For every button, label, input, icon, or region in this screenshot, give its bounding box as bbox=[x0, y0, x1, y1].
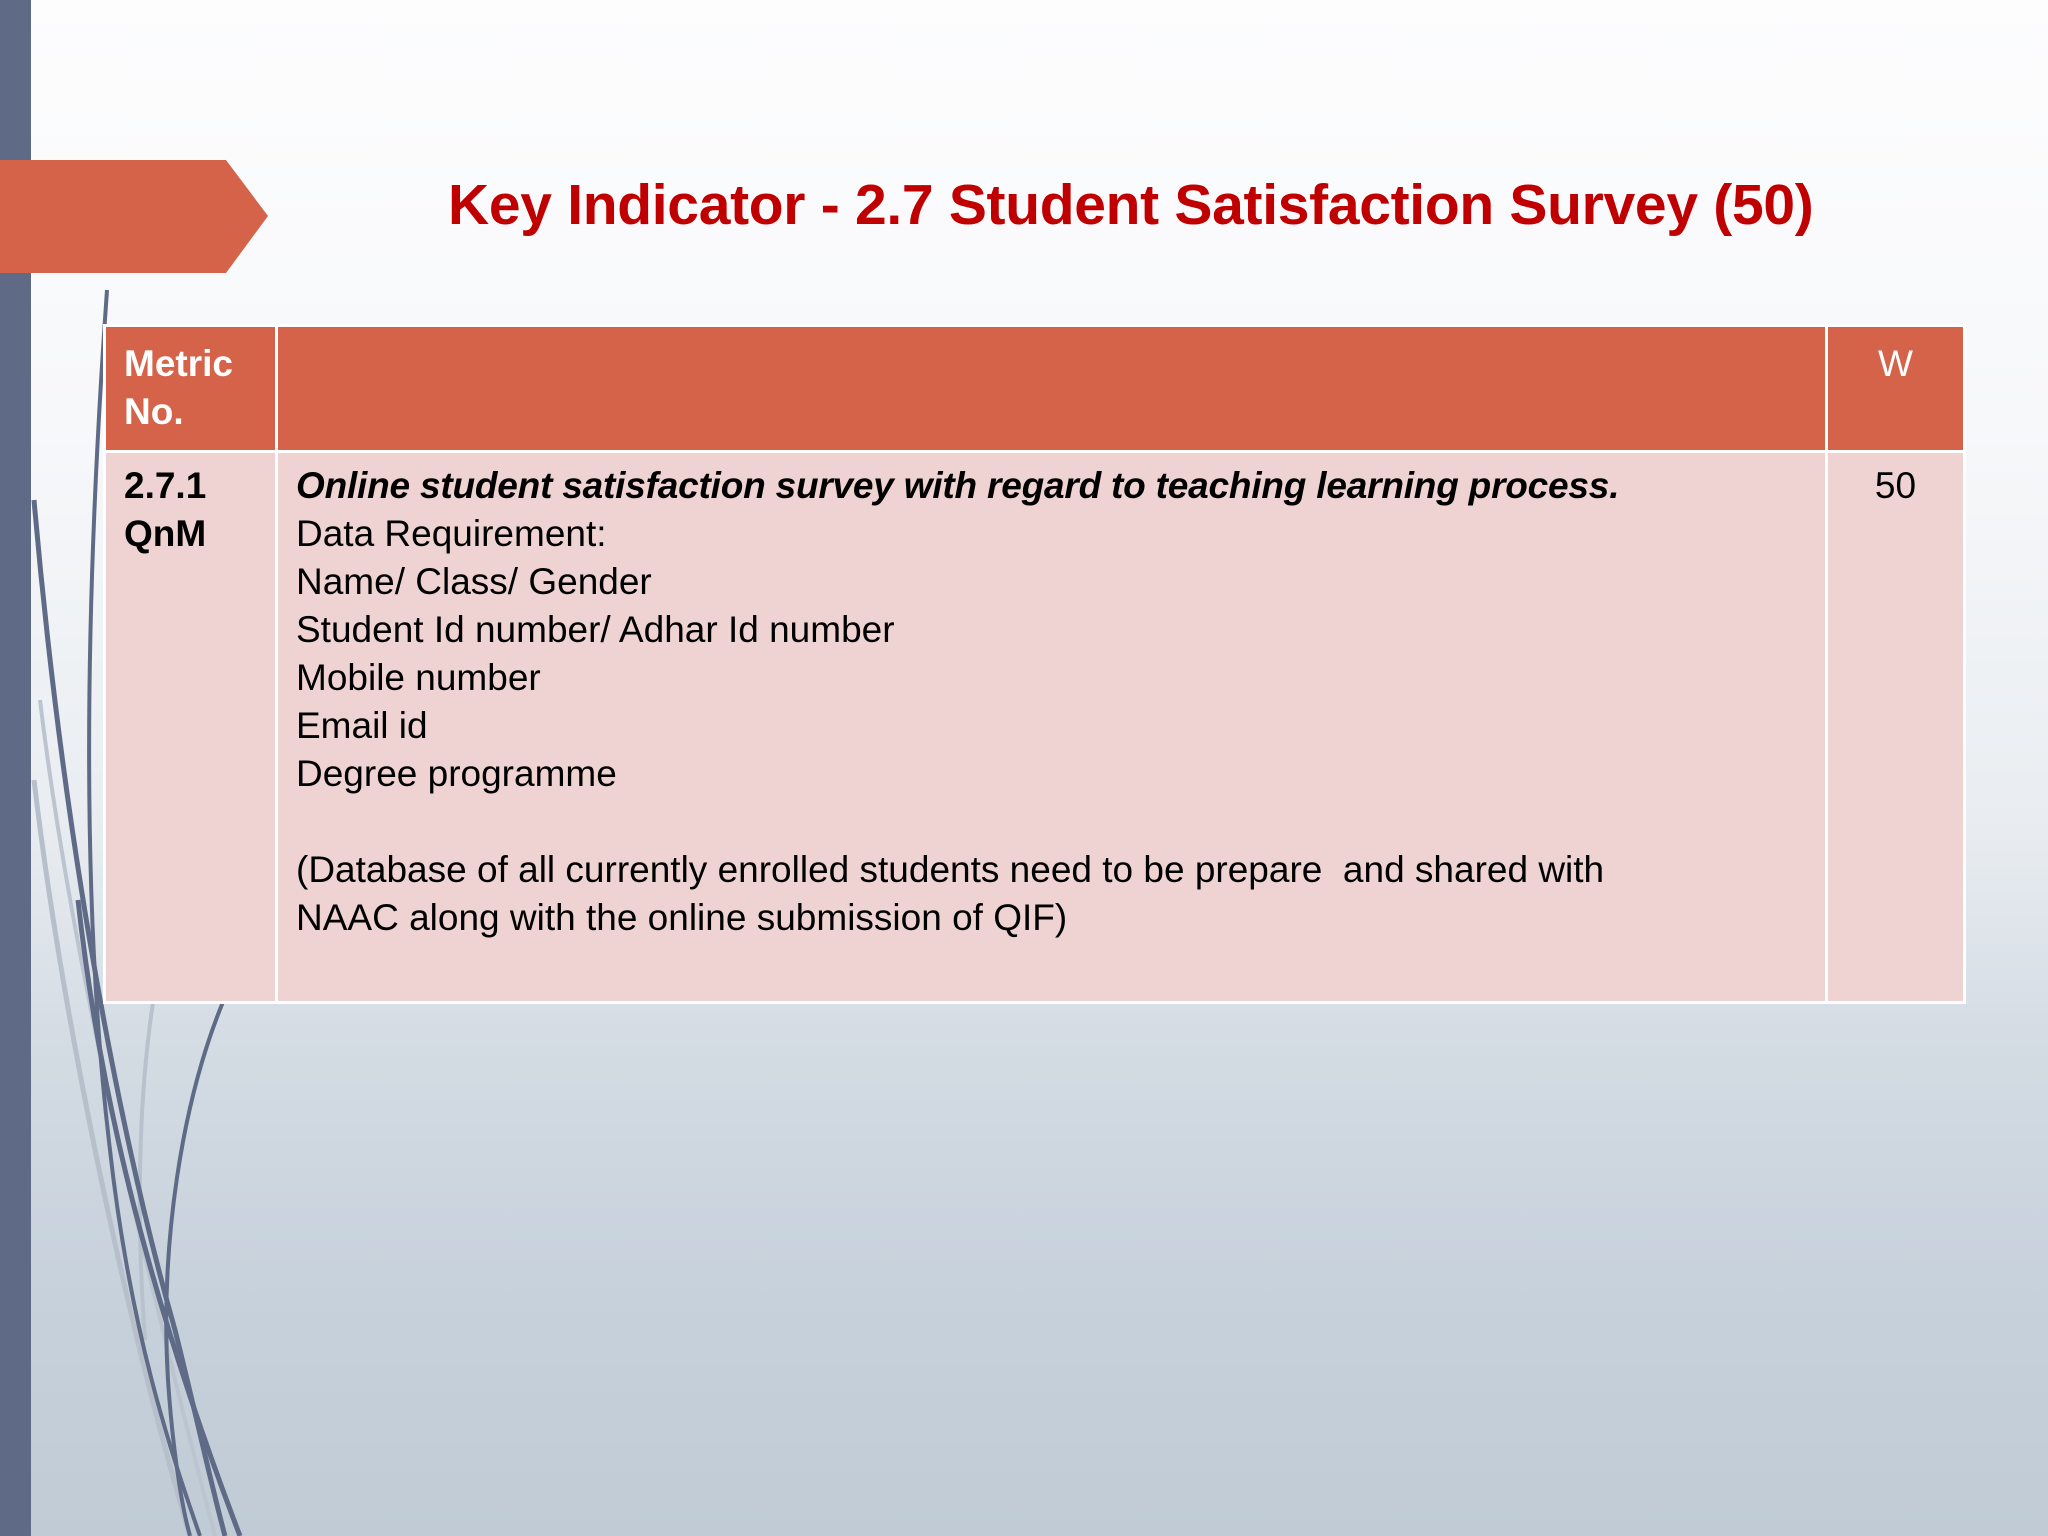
header-weight bbox=[1827, 326, 1965, 452]
table-header-row bbox=[105, 326, 1965, 452]
requirement-item: Name/ Class/ Gender bbox=[296, 561, 652, 602]
requirement-item: Student Id number/ Adhar Id number bbox=[296, 609, 895, 650]
header-metric-no bbox=[105, 326, 277, 452]
header-description bbox=[277, 326, 1827, 452]
spacer bbox=[296, 798, 1807, 846]
metric-type: QnM bbox=[124, 513, 207, 554]
header-weight-label: W bbox=[1878, 343, 1913, 384]
requirement-item: Email id bbox=[296, 705, 428, 746]
metric-number: 2.7.1 bbox=[124, 465, 207, 506]
title-arrow-banner bbox=[0, 160, 268, 273]
header-metric-label: Metric bbox=[124, 343, 233, 384]
requirement-item: Degree programme bbox=[296, 753, 617, 794]
database-note-line2: NAAC along with the online submission of QIF) bbox=[296, 897, 1068, 938]
metric-description-title: Online student satisfaction survey with regard to teaching learning process. bbox=[296, 465, 1620, 506]
slide-title: Key Indicator - 2.7 Student Satisfaction Survey (50) bbox=[448, 173, 1814, 237]
metric-table bbox=[103, 324, 1963, 1004]
metric-weight-cell bbox=[1827, 452, 1965, 1003]
data-requirement-label: Data Requirement: bbox=[296, 513, 607, 554]
metric-weight: 50 bbox=[1874, 465, 1917, 506]
metric-number-cell bbox=[105, 452, 277, 1003]
metric-description-cell bbox=[277, 452, 1827, 1003]
table-row bbox=[105, 452, 1965, 1003]
requirement-item: Mobile number bbox=[296, 657, 541, 698]
database-note-line1: (Database of all currently enrolled students need to be prepare and shared with bbox=[296, 849, 1605, 890]
header-no-label: No. bbox=[124, 391, 184, 432]
